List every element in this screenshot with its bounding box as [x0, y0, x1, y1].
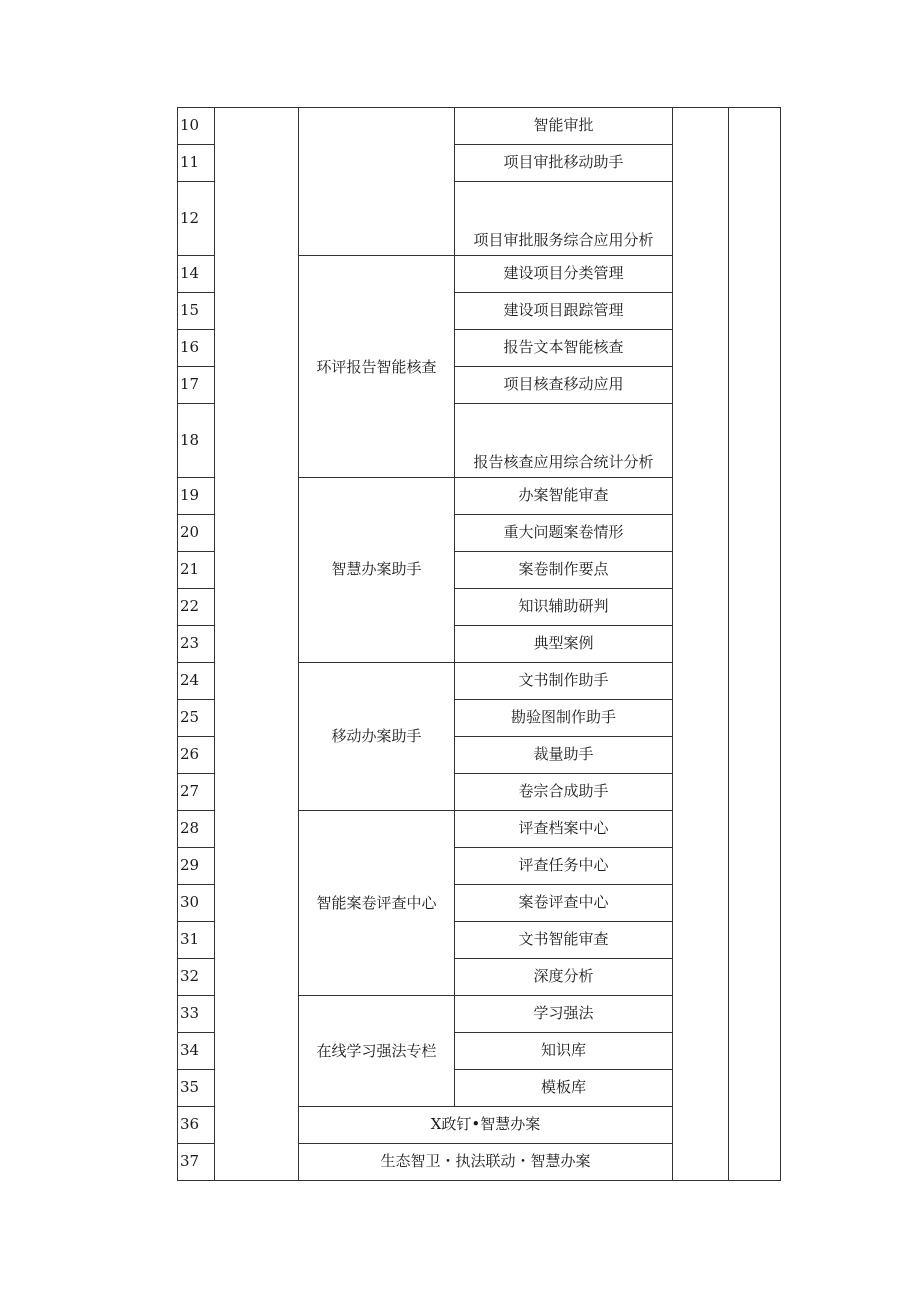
row-number-cell	[177, 144, 215, 182]
group-label-cell	[298, 477, 455, 663]
row-number-cell-text: 16	[180, 338, 200, 357]
merged-item-cell	[298, 1143, 673, 1181]
row-number-cell-text: 26	[180, 745, 200, 764]
row-number-cell-text: 15	[180, 301, 200, 320]
row-number-cell-text: 30	[180, 893, 200, 912]
item-cell-text: 报告文本智能核查	[503, 338, 624, 357]
item-cell	[454, 144, 673, 182]
row-number-cell	[177, 736, 215, 774]
merged-item-cell	[298, 1106, 673, 1144]
row-number-cell-text: 20	[180, 523, 200, 542]
row-number-cell	[177, 588, 215, 626]
item-cell-text: 文书制作助手	[518, 671, 609, 690]
item-cell	[454, 995, 673, 1033]
item-cell-text: 智能审批	[533, 116, 594, 135]
group-label-cell	[298, 662, 455, 811]
row-number-cell-text: 31	[180, 930, 200, 949]
function-table	[177, 107, 780, 1178]
item-cell	[454, 662, 673, 700]
row-number-cell-text: 28	[180, 819, 200, 838]
item-cell	[454, 1032, 673, 1070]
item-cell-text: 评查档案中心	[518, 819, 609, 838]
item-cell-text: 知识辅助研判	[518, 597, 609, 616]
item-cell-text: 报告核查应用综合统计分析	[473, 452, 654, 471]
item-cell	[454, 514, 673, 552]
row-number-cell	[177, 477, 215, 515]
item-cell-text: 重大问题案卷情形	[503, 523, 624, 542]
item-cell-text: 文书智能审查	[518, 930, 609, 949]
merged-item-cell-text: 生态智卫・执法联动・智慧办案	[380, 1152, 591, 1171]
item-cell-text: 案卷制作要点	[518, 560, 609, 579]
item-cell	[454, 107, 673, 145]
row-number-cell	[177, 1069, 215, 1107]
row-number-cell	[177, 292, 215, 330]
blank-column-cell	[672, 107, 729, 1181]
row-number-cell-text: 32	[180, 967, 200, 986]
item-cell-text: 项目审批移动助手	[503, 153, 624, 172]
row-number-cell-text: 36	[180, 1115, 200, 1134]
row-number-cell	[177, 699, 215, 737]
row-number-cell-text: 21	[180, 560, 200, 579]
row-number-cell-text: 24	[180, 671, 200, 690]
item-cell	[454, 625, 673, 663]
row-number-cell	[177, 403, 215, 478]
item-cell-text: 知识库	[540, 1041, 586, 1060]
row-number-cell-text: 17	[180, 375, 200, 394]
row-number-cell-text: 19	[180, 486, 200, 505]
item-cell	[454, 921, 673, 959]
row-number-cell	[177, 921, 215, 959]
row-number-cell	[177, 847, 215, 885]
item-cell-text: 建设项目分类管理	[503, 264, 624, 283]
category-cell	[214, 107, 299, 1181]
row-number-cell-text: 23	[180, 634, 200, 653]
group-label-cell	[298, 107, 455, 256]
row-number-cell-text: 33	[180, 1004, 200, 1023]
row-number-cell-text: 12	[180, 208, 200, 227]
row-number-cell-text: 25	[180, 708, 200, 727]
row-number-cell-text: 11	[180, 153, 200, 172]
row-number-cell	[177, 181, 215, 256]
item-cell	[454, 810, 673, 848]
item-cell-text: 卷宗合成助手	[518, 782, 609, 801]
row-number-cell	[177, 551, 215, 589]
row-number-cell	[177, 662, 215, 700]
row-number-cell	[177, 329, 215, 367]
group-label-cell-text: 智能案卷评查中心	[316, 894, 437, 912]
group-label-cell	[298, 995, 455, 1107]
item-cell	[454, 551, 673, 589]
item-cell	[454, 736, 673, 774]
row-number-cell	[177, 625, 215, 663]
row-number-cell	[177, 810, 215, 848]
item-cell	[454, 588, 673, 626]
merged-item-cell-text: X政钉•智慧办案	[430, 1115, 541, 1134]
group-label-cell-text: 在线学习强法专栏	[316, 1042, 437, 1060]
item-cell	[454, 292, 673, 330]
item-cell	[454, 1069, 673, 1107]
item-cell	[454, 181, 673, 256]
row-number-cell	[177, 1143, 215, 1181]
row-number-cell-text: 10	[180, 116, 200, 135]
item-cell	[454, 773, 673, 811]
item-cell	[454, 884, 673, 922]
row-number-cell	[177, 514, 215, 552]
row-number-cell	[177, 773, 215, 811]
group-label-cell	[298, 810, 455, 996]
row-number-cell	[177, 107, 215, 145]
group-label-cell-text: 智慧办案助手	[331, 560, 422, 579]
row-number-cell-text: 14	[180, 264, 200, 283]
item-cell	[454, 958, 673, 996]
item-cell	[454, 255, 673, 293]
item-cell-text: 项目核查移动应用	[503, 375, 624, 394]
item-cell-text: 项目审批服务综合应用分析	[473, 230, 654, 249]
item-cell	[454, 699, 673, 737]
row-number-cell	[177, 366, 215, 404]
item-cell-text: 学习强法	[533, 1004, 594, 1023]
item-cell-text: 办案智能审查	[518, 486, 609, 505]
group-label-cell-text: 移动办案助手	[331, 726, 422, 745]
row-number-cell-text: 35	[180, 1078, 200, 1097]
item-cell-text: 裁量助手	[533, 745, 594, 764]
row-number-cell	[177, 1106, 215, 1144]
item-cell-text: 建设项目跟踪管理	[503, 301, 624, 320]
item-cell	[454, 403, 673, 478]
row-number-cell-text: 27	[180, 782, 200, 801]
row-number-cell	[177, 958, 215, 996]
item-cell-text: 典型案例	[533, 634, 594, 653]
row-number-cell-text: 22	[180, 597, 200, 616]
row-number-cell-text: 18	[180, 430, 200, 449]
item-cell-text: 深度分析	[533, 967, 594, 986]
row-number-cell-text: 34	[180, 1041, 200, 1060]
item-cell	[454, 366, 673, 404]
item-cell-text: 模板库	[540, 1078, 586, 1097]
item-cell	[454, 847, 673, 885]
item-cell-text: 勘验图制作助手	[510, 708, 616, 727]
row-number-cell-text: 37	[180, 1152, 200, 1171]
item-cell-text: 案卷评查中心	[518, 893, 609, 912]
group-label-cell-text: 环评报告智能核查	[316, 357, 437, 376]
row-number-cell	[177, 884, 215, 922]
row-number-cell	[177, 255, 215, 293]
item-cell	[454, 329, 673, 367]
row-number-cell	[177, 1032, 215, 1070]
group-label-cell	[298, 255, 455, 478]
row-number-cell-text: 29	[180, 856, 200, 875]
row-number-cell	[177, 995, 215, 1033]
item-cell	[454, 477, 673, 515]
blank-column-cell	[728, 107, 781, 1181]
item-cell-text: 评查任务中心	[518, 856, 609, 875]
